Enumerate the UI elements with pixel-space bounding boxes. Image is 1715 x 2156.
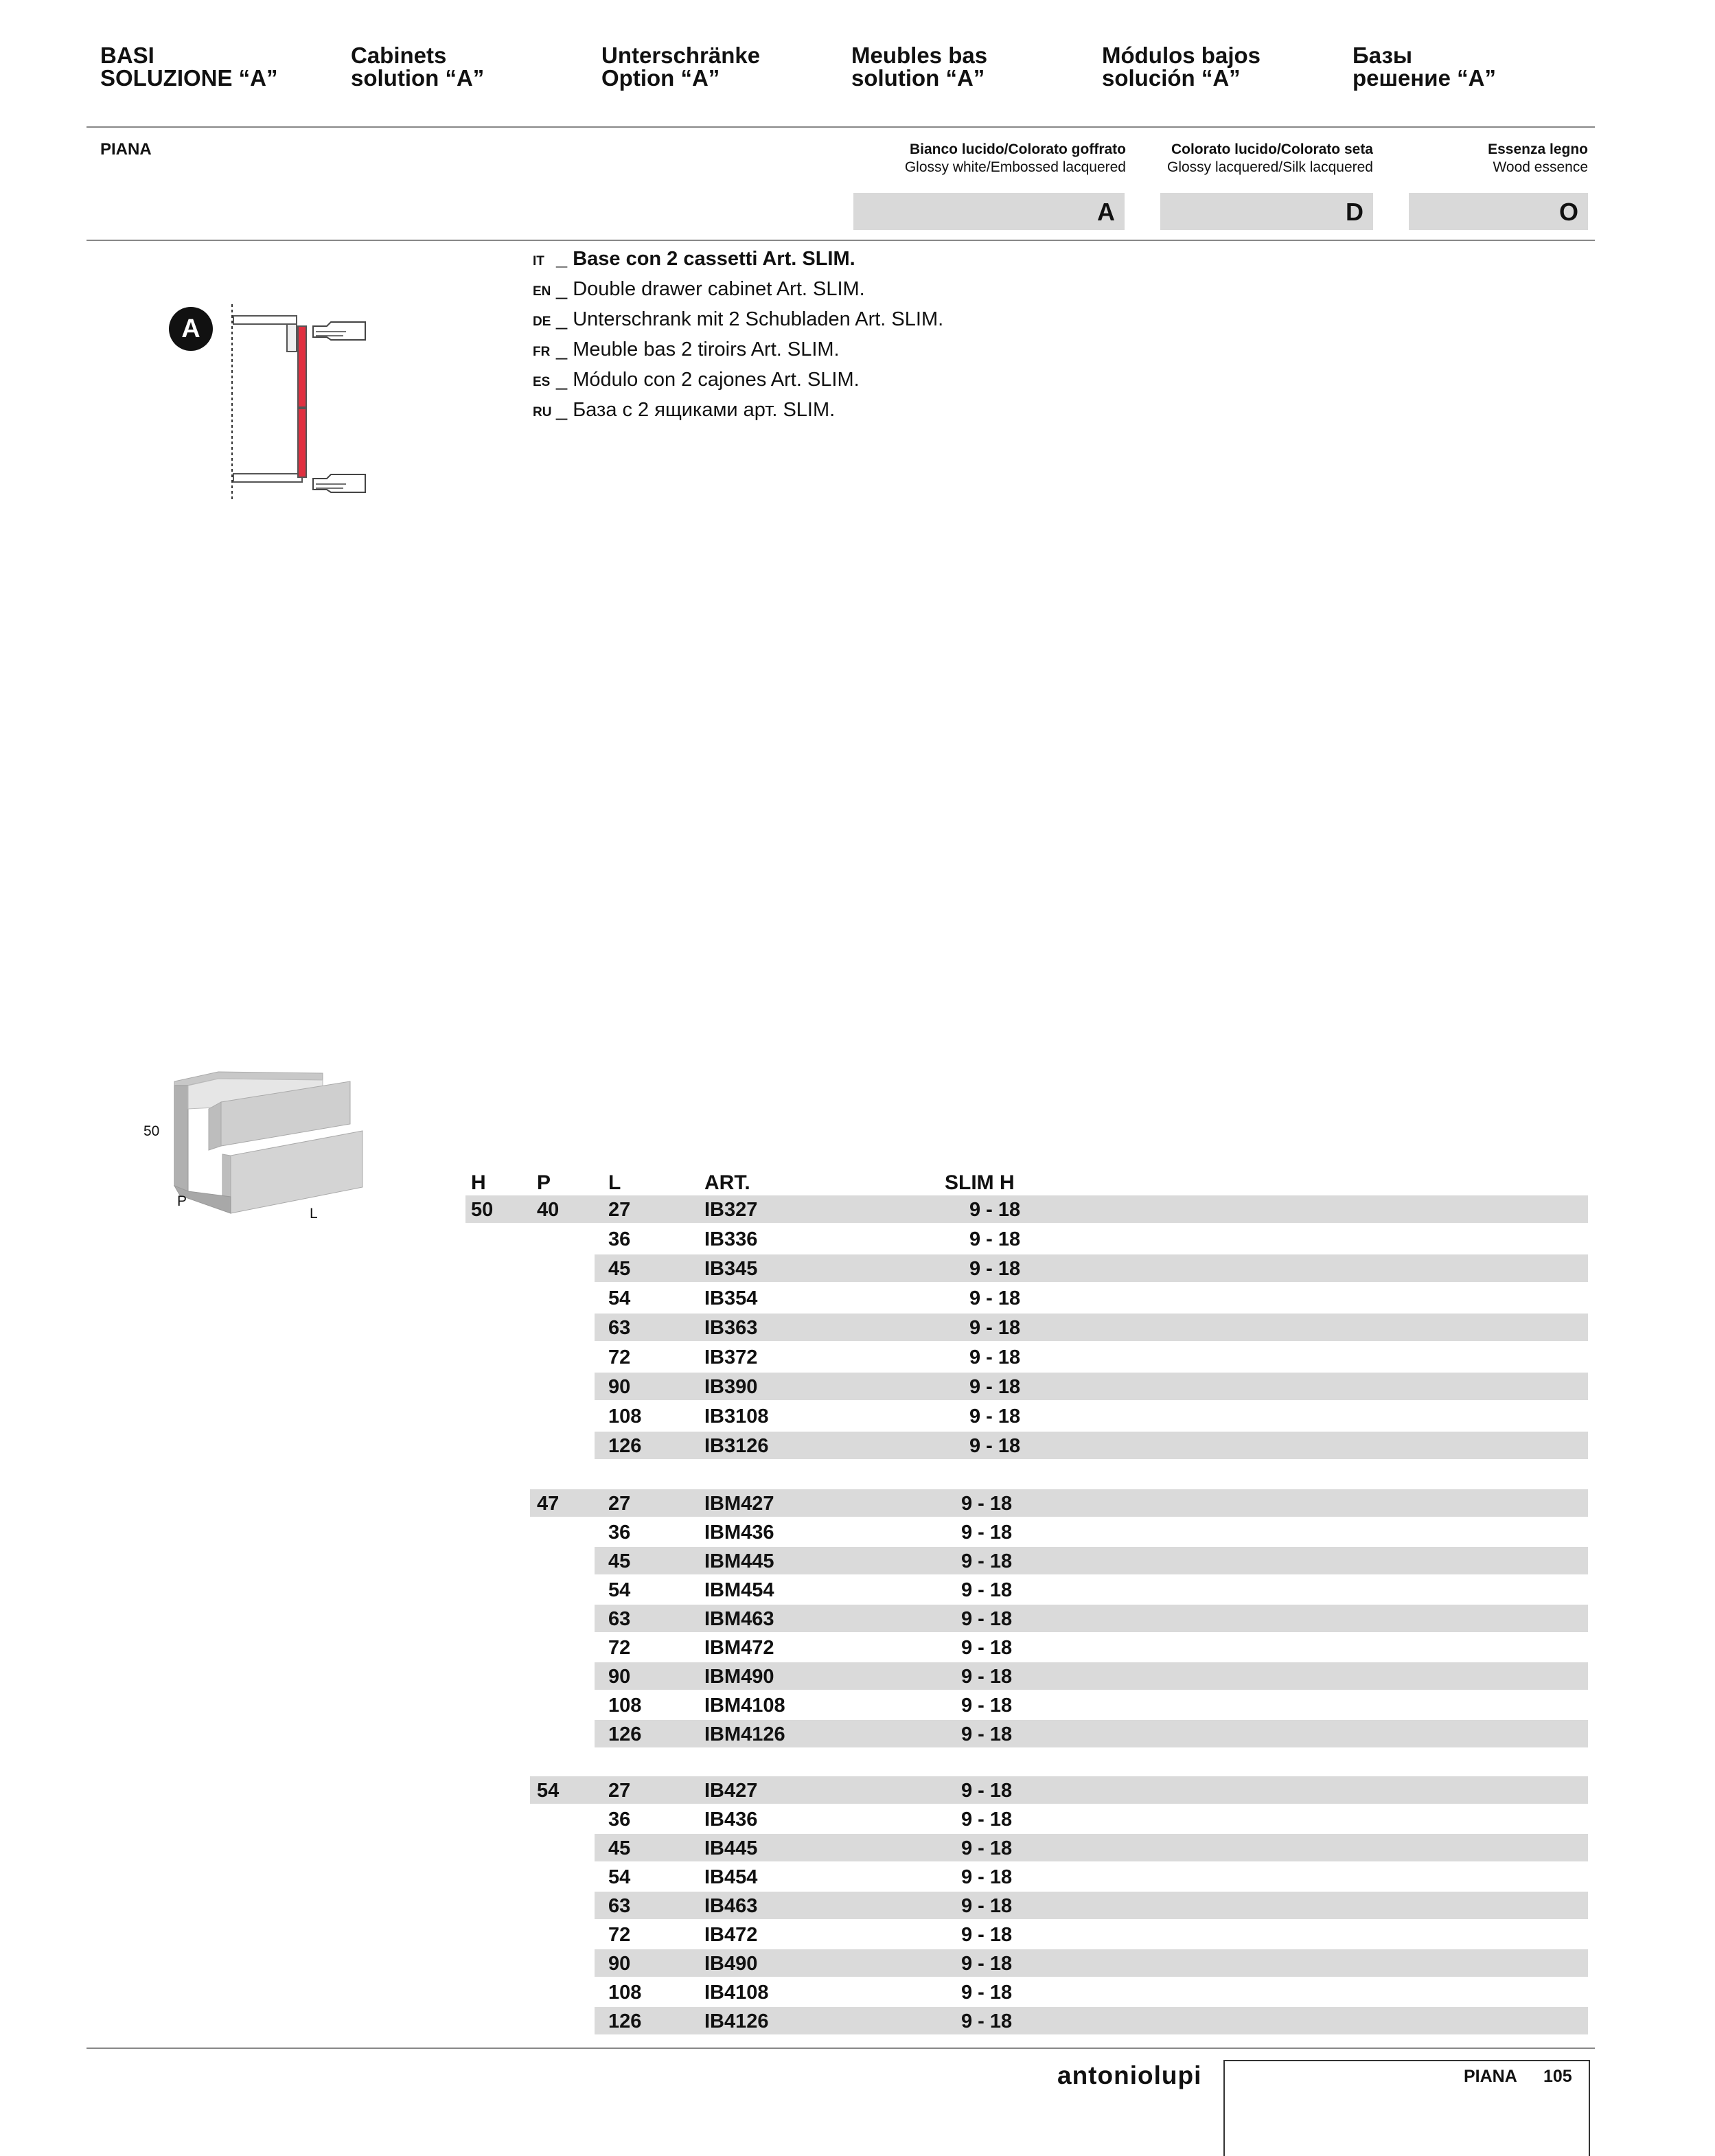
cell-art: IB436: [704, 1809, 758, 1831]
desc-text: Base con 2 cassetti Art. SLIM.: [573, 248, 855, 270]
cabinet-illustration: [165, 1061, 371, 1226]
solution-badge: A: [169, 307, 213, 351]
header-col-de: [601, 44, 760, 89]
cell-slim: 9 - 18: [961, 1695, 1013, 1717]
header-line1: Базы: [1353, 43, 1413, 68]
cell-slim: 9 - 18: [969, 1228, 1021, 1250]
finish-name: Colorato lucido/Colorato seta: [1171, 141, 1373, 157]
desc-text: Meuble bas 2 tiroirs Art. SLIM.: [573, 339, 840, 360]
table-row: [595, 1402, 1588, 1430]
footer-box: [1223, 2060, 1590, 2156]
table-row: [595, 1605, 1588, 1632]
hand-icon: [313, 474, 365, 492]
col-header-slim: SLIM H: [945, 1171, 1015, 1194]
cell-art: IB472: [704, 1924, 758, 1946]
section-title: PIANA: [100, 140, 152, 159]
cell-l: 36: [608, 1228, 631, 1250]
cell-l: 90: [608, 1376, 631, 1398]
cell-slim: 9 - 18: [961, 1637, 1013, 1659]
cell-art: IB454: [704, 1866, 758, 1888]
table-row: [530, 1489, 1588, 1517]
upper-drawer-side: [209, 1102, 221, 1150]
dim-l-label: L: [310, 1206, 318, 1222]
footer-section: PIANA: [1464, 2067, 1517, 2086]
cell-slim: 9 - 18: [969, 1435, 1021, 1457]
desc-line-es: ES _ Módulo con 2 cajones Art. SLIM.: [533, 366, 943, 396]
cell-slim: 9 - 18: [961, 2010, 1013, 2032]
table-row: [595, 1547, 1588, 1574]
cell-l: 126: [608, 1435, 642, 1457]
table-row: [595, 1892, 1588, 1919]
lang-code: RU: [533, 405, 552, 420]
cell-art: IBM472: [704, 1637, 774, 1659]
cell-slim: 9 - 18: [961, 1924, 1013, 1946]
desc-line-en: EN _ Double drawer cabinet Art. SLIM.: [533, 275, 943, 306]
cell-slim: 9 - 18: [969, 1406, 1021, 1427]
section-divider: [87, 240, 1595, 241]
desc-line-fr: FR _ Meuble bas 2 tiroirs Art. SLIM.: [533, 336, 943, 366]
table-row: [595, 1662, 1588, 1690]
cell-slim: 9 - 18: [969, 1317, 1021, 1339]
desc-text: База с 2 ящиками арт. SLIM.: [573, 399, 836, 421]
cell-l: 45: [608, 1837, 631, 1859]
finish-sub: Glossy lacquered/Silk lacquered: [1167, 159, 1373, 175]
table-row: [595, 1978, 1588, 2006]
cell-art: IBM454: [704, 1579, 774, 1601]
table-row: [595, 1949, 1588, 1977]
cabinet-side: [174, 1086, 188, 1191]
desc-text: Módulo con 2 cajones Art. SLIM.: [573, 369, 860, 391]
cell-l: 27: [608, 1493, 631, 1515]
cell-slim: 9 - 18: [961, 1579, 1013, 1601]
header-line1: Módulos bajos: [1102, 43, 1261, 68]
cell-l: 126: [608, 1723, 642, 1745]
finish-label-o: [1380, 141, 1588, 176]
cell-l: 108: [608, 1406, 642, 1427]
cell-slim: 9 - 18: [961, 1953, 1013, 1975]
cell-slim: 9 - 18: [961, 1666, 1013, 1688]
table-row: [595, 1576, 1588, 1603]
cell-l: 36: [608, 1809, 631, 1831]
cell-slim: 9 - 18: [969, 1258, 1021, 1280]
lang-code: FR: [533, 345, 551, 359]
header-col-ru: [1353, 44, 1496, 89]
header-divider: [87, 126, 1595, 128]
lang-code: DE: [533, 314, 551, 329]
cell-slim: 9 - 18: [961, 1780, 1013, 1802]
table-row: [595, 1518, 1588, 1546]
table-row: [595, 1254, 1588, 1282]
finish-sub: Glossy white/Embossed lacquered: [904, 159, 1126, 175]
cell-slim: 9 - 18: [961, 1550, 1013, 1572]
desc-line-it: IT _ Base con 2 cassetti Art. SLIM.: [533, 245, 943, 275]
cell-art: IB4126: [704, 2010, 769, 2032]
cell-slim: 9 - 18: [961, 1809, 1013, 1831]
header-line2: SOLUZIONE “A”: [100, 65, 278, 91]
finish-label-d: [1098, 141, 1373, 176]
desc-text: Double drawer cabinet Art. SLIM.: [573, 278, 865, 300]
cell-art: IBM427: [704, 1493, 774, 1515]
cell-slim: 9 - 18: [969, 1376, 1021, 1398]
header-col-es: [1102, 44, 1261, 89]
table-row: [595, 1432, 1588, 1459]
cell-art: IB3126: [704, 1435, 769, 1457]
col-header-l: L: [608, 1171, 621, 1194]
cell-l: 36: [608, 1522, 631, 1544]
cell-slim: 9 - 18: [961, 1522, 1013, 1544]
cell-slim: 9 - 18: [961, 1608, 1013, 1630]
table-row: [595, 1373, 1588, 1400]
page-number: 105: [1543, 2067, 1572, 2086]
cell-p: 47: [537, 1493, 560, 1515]
col-header-p: P: [537, 1171, 551, 1194]
bottom-panel: [233, 474, 302, 482]
cell-l: 72: [608, 1637, 631, 1659]
lang-code: ES: [533, 375, 551, 389]
desc-text: Unterschrank mit 2 Schubladen Art. SLIM.: [573, 308, 944, 330]
cell-slim: 9 - 18: [961, 1837, 1013, 1859]
header-col-it: [100, 44, 278, 89]
cell-l: 54: [608, 1287, 631, 1309]
cell-l: 108: [608, 1982, 642, 2004]
cell-slim: 9 - 18: [961, 1895, 1013, 1917]
col-header-art: ART.: [704, 1171, 750, 1194]
cell-l: 54: [608, 1579, 631, 1601]
cell-art: IB354: [704, 1287, 758, 1309]
header-col-fr: [851, 44, 987, 89]
cell-l: 108: [608, 1695, 642, 1717]
cell-art: IB390: [704, 1376, 758, 1398]
cell-h: 50: [471, 1199, 494, 1221]
dim-p-label: P: [177, 1193, 187, 1209]
table-row: [595, 2007, 1588, 2034]
cell-slim: 9 - 18: [961, 1866, 1013, 1888]
header-line1: Cabinets: [351, 43, 447, 68]
table-row: [595, 1314, 1588, 1341]
cell-slim: 9 - 18: [961, 1493, 1013, 1515]
lower-drawer-front: [231, 1131, 362, 1213]
table-row: [595, 1805, 1588, 1833]
header-line2: Option “A”: [601, 65, 720, 91]
cell-l: 45: [608, 1550, 631, 1572]
cell-l: 63: [608, 1895, 631, 1917]
cell-slim: 9 - 18: [969, 1199, 1021, 1221]
cell-l: 63: [608, 1608, 631, 1630]
header-line1: Meubles bas: [851, 43, 988, 68]
desc-line-ru: RU _ База с 2 ящиками арт. SLIM.: [533, 396, 943, 426]
cell-p: 54: [537, 1780, 560, 1802]
cell-art: IB327: [704, 1199, 758, 1221]
header-col-en: [351, 44, 484, 89]
cell-slim: 9 - 18: [961, 1723, 1013, 1745]
cell-art: IB345: [704, 1258, 758, 1280]
cell-l: 90: [608, 1666, 631, 1688]
footer-divider: [87, 2048, 1595, 2049]
cell-art: IBM490: [704, 1666, 774, 1688]
header-line2: solución “A”: [1102, 65, 1241, 91]
finish-name: Bianco lucido/Colorato goffrato: [910, 141, 1126, 157]
cell-l: 27: [608, 1199, 631, 1221]
table-row: [530, 1776, 1588, 1804]
cell-l: 72: [608, 1346, 631, 1368]
cell-slim: 9 - 18: [969, 1287, 1021, 1309]
finish-code-d: D: [1160, 193, 1373, 230]
header-line1: BASI: [100, 43, 154, 68]
cell-art: IB490: [704, 1953, 758, 1975]
finish-sub: Wood essence: [1493, 159, 1588, 175]
section-diagram: [220, 299, 378, 501]
header-line2: solution “A”: [351, 65, 485, 91]
table-row: [595, 1920, 1588, 1948]
brand-logo: antoniolupi: [1057, 2061, 1202, 2089]
table-row: [465, 1195, 1588, 1223]
header-line1: Unterschränke: [601, 43, 761, 68]
cell-art: IB372: [704, 1346, 758, 1368]
top-panel: [233, 316, 297, 324]
table-row: [595, 1720, 1588, 1747]
cell-art: IB463: [704, 1895, 758, 1917]
cell-slim: 9 - 18: [969, 1346, 1021, 1368]
table-row: [595, 1691, 1588, 1719]
dim-h-label: 50: [143, 1123, 160, 1139]
hand-icon: [313, 322, 365, 340]
cell-art: IBM436: [704, 1522, 774, 1544]
cell-art: IBM4108: [704, 1695, 785, 1717]
cell-art: IBM445: [704, 1550, 774, 1572]
cell-art: IB445: [704, 1837, 758, 1859]
cell-l: 90: [608, 1953, 631, 1975]
cell-art: IB336: [704, 1228, 758, 1250]
cell-art: IB3108: [704, 1406, 769, 1427]
finish-name: Essenza legno: [1488, 141, 1588, 157]
table-row: [595, 1284, 1588, 1311]
drawer-front-lower: [298, 409, 306, 477]
table-row: [595, 1633, 1588, 1661]
cell-art: IBM463: [704, 1608, 774, 1630]
cell-l: 72: [608, 1924, 631, 1946]
description: [533, 245, 943, 426]
cell-l: 63: [608, 1317, 631, 1339]
cell-art: IBM4126: [704, 1723, 785, 1745]
cell-l: 45: [608, 1258, 631, 1280]
lang-code: EN: [533, 284, 551, 299]
table-row: [595, 1863, 1588, 1890]
cell-l: 126: [608, 2010, 642, 2032]
table-row: [595, 1343, 1588, 1371]
cell-l: 54: [608, 1866, 631, 1888]
col-header-h: H: [471, 1171, 486, 1194]
drawer-front-upper: [298, 326, 306, 407]
finish-label-a: [824, 141, 1126, 176]
cell-p: 40: [537, 1199, 560, 1221]
table-row: [595, 1225, 1588, 1252]
lang-code: IT: [533, 254, 544, 268]
header-line2: solution “A”: [851, 65, 985, 91]
cell-l: 27: [608, 1780, 631, 1802]
finish-code-o: O: [1409, 193, 1588, 230]
header-line2: решение “A”: [1353, 65, 1496, 91]
cell-slim: 9 - 18: [961, 1982, 1013, 2004]
cell-art: IB4108: [704, 1982, 769, 2004]
finish-code-a: A: [853, 193, 1125, 230]
desc-line-de: DE _ Unterschrank mit 2 Schubladen Art. SLIM.: [533, 306, 943, 336]
cell-art: IB363: [704, 1317, 758, 1339]
table-row: [595, 1834, 1588, 1861]
cell-art: IB427: [704, 1780, 758, 1802]
top-rail: [287, 324, 297, 352]
